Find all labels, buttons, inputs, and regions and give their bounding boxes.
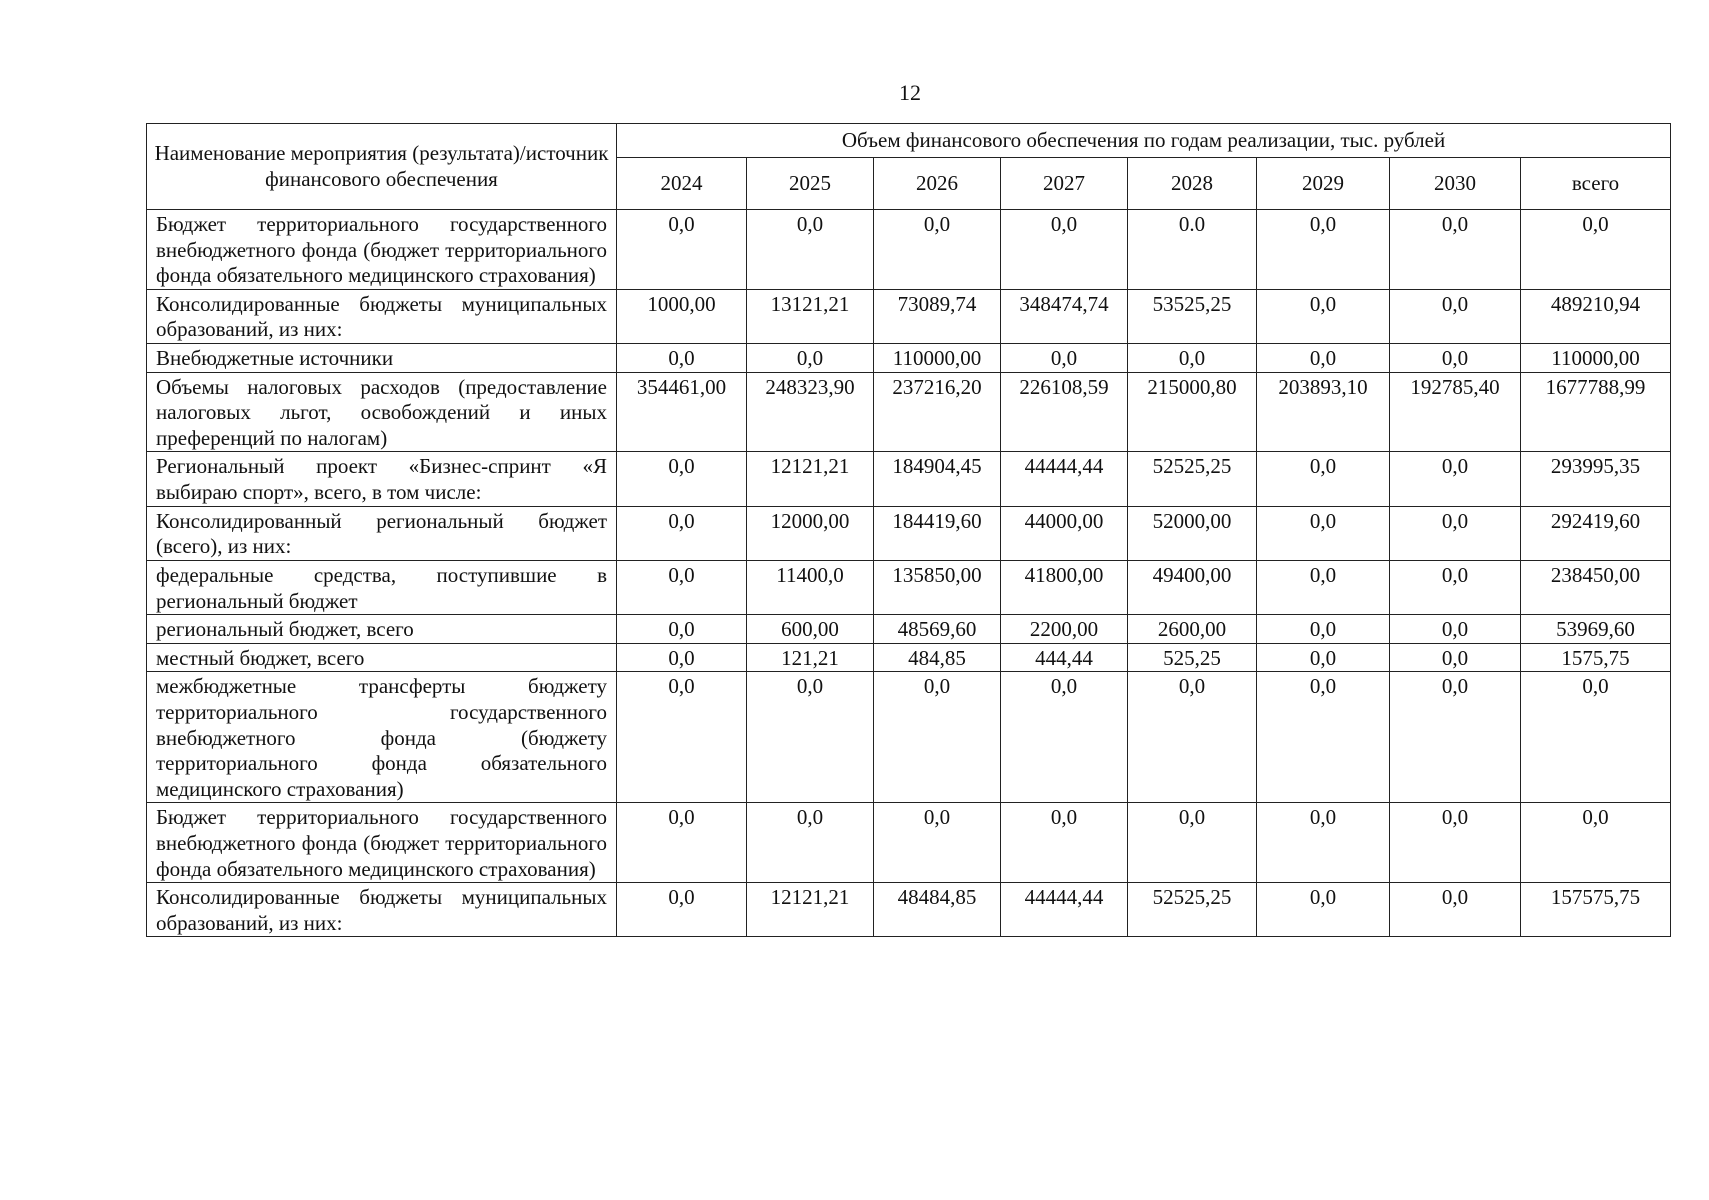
column-header: 2030 bbox=[1390, 158, 1521, 210]
value-cell: 0,0 bbox=[617, 210, 747, 290]
column-header: 2029 bbox=[1257, 158, 1390, 210]
value-cell: 0,0 bbox=[617, 803, 747, 883]
table-row bbox=[147, 643, 1671, 672]
value-cell: 354461,00 bbox=[617, 372, 747, 452]
column-header: 2028 bbox=[1128, 158, 1257, 210]
value-cell: 110000,00 bbox=[874, 344, 1001, 373]
value-cell: 237216,20 bbox=[874, 372, 1001, 452]
value-cell: 600,00 bbox=[747, 615, 874, 644]
value-cell: 135850,00 bbox=[874, 560, 1001, 614]
value-cell: 0,0 bbox=[1257, 883, 1390, 937]
value-cell: 0,0 bbox=[617, 452, 747, 506]
column-header: всего bbox=[1521, 158, 1671, 210]
value-cell: 0,0 bbox=[1390, 506, 1521, 560]
value-cell: 348474,74 bbox=[1001, 289, 1128, 343]
value-cell: 1575,75 bbox=[1521, 643, 1671, 672]
table-row bbox=[147, 210, 1671, 290]
table-row bbox=[147, 452, 1671, 506]
value-cell: 0,0 bbox=[1390, 560, 1521, 614]
table-row bbox=[147, 289, 1671, 343]
value-cell: 73089,74 bbox=[874, 289, 1001, 343]
value-cell: 12121,21 bbox=[747, 883, 874, 937]
value-cell: 0,0 bbox=[617, 883, 747, 937]
table-header bbox=[147, 124, 1671, 210]
page-number: 12 bbox=[899, 80, 921, 105]
value-cell: 0,0 bbox=[1001, 672, 1128, 803]
value-cell: 44444,44 bbox=[1001, 883, 1128, 937]
value-cell: 184904,45 bbox=[874, 452, 1001, 506]
value-cell: 0,0 bbox=[617, 344, 747, 373]
column-header: 2025 bbox=[747, 158, 874, 210]
value-cell: 0,0 bbox=[874, 672, 1001, 803]
value-cell: 0,0 bbox=[1390, 672, 1521, 803]
value-cell: 0,0 bbox=[874, 803, 1001, 883]
value-cell: 444,44 bbox=[1001, 643, 1128, 672]
table-row bbox=[147, 615, 1671, 644]
row-name: федеральные средства, поступившие в региональный бюджет bbox=[147, 560, 617, 614]
value-cell: 0,0 bbox=[1001, 803, 1128, 883]
row-name: Консолидированные бюджеты муниципальных образований, из них: bbox=[147, 289, 617, 343]
value-cell: 293995,35 bbox=[1521, 452, 1671, 506]
table-row bbox=[147, 883, 1671, 937]
table-row bbox=[147, 803, 1671, 883]
value-cell: 52525,25 bbox=[1128, 883, 1257, 937]
value-cell: 203893,10 bbox=[1257, 372, 1390, 452]
value-cell: 215000,80 bbox=[1128, 372, 1257, 452]
value-cell: 2200,00 bbox=[1001, 615, 1128, 644]
financing-table bbox=[146, 123, 1671, 937]
value-cell: 0,0 bbox=[1257, 210, 1390, 290]
value-cell: 12121,21 bbox=[747, 452, 874, 506]
row-name: региональный бюджет, всего bbox=[147, 615, 617, 644]
row-name: местный бюджет, всего bbox=[147, 643, 617, 672]
value-cell: 0,0 bbox=[1257, 803, 1390, 883]
value-cell: 0,0 bbox=[1390, 452, 1521, 506]
value-cell: 0,0 bbox=[1390, 803, 1521, 883]
value-cell: 0,0 bbox=[617, 506, 747, 560]
value-cell: 0,0 bbox=[1521, 672, 1671, 803]
value-cell: 121,21 bbox=[747, 643, 874, 672]
financing-group-header: Объем финансового обеспечения по годам реализации, тыс. рублей bbox=[617, 124, 1671, 158]
value-cell: 48569,60 bbox=[874, 615, 1001, 644]
value-cell: 157575,75 bbox=[1521, 883, 1671, 937]
row-name: Консолидированный региональный бюджет (всего), из них: bbox=[147, 506, 617, 560]
value-cell: 0,0 bbox=[1001, 210, 1128, 290]
value-cell: 0,0 bbox=[1390, 615, 1521, 644]
value-cell: 0,0 bbox=[1128, 344, 1257, 373]
value-cell: 0,0 bbox=[747, 803, 874, 883]
value-cell: 49400,00 bbox=[1128, 560, 1257, 614]
value-cell: 0,0 bbox=[1521, 803, 1671, 883]
value-cell: 0,0 bbox=[1128, 803, 1257, 883]
table-row bbox=[147, 344, 1671, 373]
value-cell: 11400,0 bbox=[747, 560, 874, 614]
row-name: Консолидированные бюджеты муниципальных образований, из них: bbox=[147, 883, 617, 937]
row-name: Объемы налоговых расходов (предоставление налоговых льгот, освобождений и иных преференций по налогам) bbox=[147, 372, 617, 452]
value-cell: 1000,00 bbox=[617, 289, 747, 343]
value-cell: 0,0 bbox=[1390, 210, 1521, 290]
column-header: 2027 bbox=[1001, 158, 1128, 210]
row-name: Внебюджетные источники bbox=[147, 344, 617, 373]
value-cell: 0,0 bbox=[617, 643, 747, 672]
row-name: межбюджетные трансферты бюджету территориального государственного внебюджетного фонда (бюджету территориального фонда обязательного медицинского страхования) bbox=[147, 672, 617, 803]
value-cell: 0,0 bbox=[747, 210, 874, 290]
value-cell: 44000,00 bbox=[1001, 506, 1128, 560]
table-row bbox=[147, 372, 1671, 452]
value-cell: 0,0 bbox=[1257, 615, 1390, 644]
value-cell: 192785,40 bbox=[1390, 372, 1521, 452]
value-cell: 2600,00 bbox=[1128, 615, 1257, 644]
value-cell: 0,0 bbox=[1257, 672, 1390, 803]
value-cell: 1677788,99 bbox=[1521, 372, 1671, 452]
value-cell: 0,0 bbox=[1390, 289, 1521, 343]
value-cell: 0,0 bbox=[1390, 643, 1521, 672]
row-name: Бюджет территориального государственного внебюджетного фонда (бюджет территориального фонда обязательного медицинского страхования) bbox=[147, 210, 617, 290]
value-cell: 0,0 bbox=[1390, 883, 1521, 937]
table-body bbox=[147, 210, 1671, 937]
value-cell: 484,85 bbox=[874, 643, 1001, 672]
value-cell: 0,0 bbox=[1257, 560, 1390, 614]
value-cell: 0,0 bbox=[617, 560, 747, 614]
value-cell: 41800,00 bbox=[1001, 560, 1128, 614]
value-cell: 52000,00 bbox=[1128, 506, 1257, 560]
value-cell: 0,0 bbox=[617, 615, 747, 644]
value-cell: 0,0 bbox=[747, 672, 874, 803]
value-cell: 0,0 bbox=[747, 344, 874, 373]
value-cell: 52525,25 bbox=[1128, 452, 1257, 506]
value-cell: 525,25 bbox=[1128, 643, 1257, 672]
value-cell: 0,0 bbox=[1257, 643, 1390, 672]
value-cell: 12000,00 bbox=[747, 506, 874, 560]
value-cell: 0,0 bbox=[1001, 344, 1128, 373]
value-cell: 53969,60 bbox=[1521, 615, 1671, 644]
table-row bbox=[147, 506, 1671, 560]
value-cell: 226108,59 bbox=[1001, 372, 1128, 452]
row-name: Бюджет территориального государственного внебюджетного фонда (бюджет территориального фонда обязательного медицинского страхования) bbox=[147, 803, 617, 883]
value-cell: 48484,85 bbox=[874, 883, 1001, 937]
value-cell: 44444,44 bbox=[1001, 452, 1128, 506]
value-cell: 0.0 bbox=[1128, 210, 1257, 290]
value-cell: 0,0 bbox=[1390, 344, 1521, 373]
value-cell: 248323,90 bbox=[747, 372, 874, 452]
table-row bbox=[147, 672, 1671, 803]
value-cell: 0,0 bbox=[1521, 210, 1671, 290]
value-cell: 53525,25 bbox=[1128, 289, 1257, 343]
value-cell: 0,0 bbox=[874, 210, 1001, 290]
value-cell: 110000,00 bbox=[1521, 344, 1671, 373]
column-header: 2026 bbox=[874, 158, 1001, 210]
value-cell: 0,0 bbox=[1257, 452, 1390, 506]
column-header: 2024 bbox=[617, 158, 747, 210]
value-cell: 238450,00 bbox=[1521, 560, 1671, 614]
value-cell: 489210,94 bbox=[1521, 289, 1671, 343]
table-row bbox=[147, 560, 1671, 614]
row-name: Региональный проект «Бизнес-спринт «Я выбираю спорт», всего, в том числе: bbox=[147, 452, 617, 506]
value-cell: 0,0 bbox=[617, 672, 747, 803]
name-column-header: Наименование мероприятия (результата)/источник финансового обеспечения bbox=[147, 124, 617, 210]
value-cell: 13121,21 bbox=[747, 289, 874, 343]
value-cell: 292419,60 bbox=[1521, 506, 1671, 560]
value-cell: 0,0 bbox=[1257, 344, 1390, 373]
value-cell: 0,0 bbox=[1128, 672, 1257, 803]
value-cell: 184419,60 bbox=[874, 506, 1001, 560]
value-cell: 0,0 bbox=[1257, 506, 1390, 560]
value-cell: 0,0 bbox=[1257, 289, 1390, 343]
